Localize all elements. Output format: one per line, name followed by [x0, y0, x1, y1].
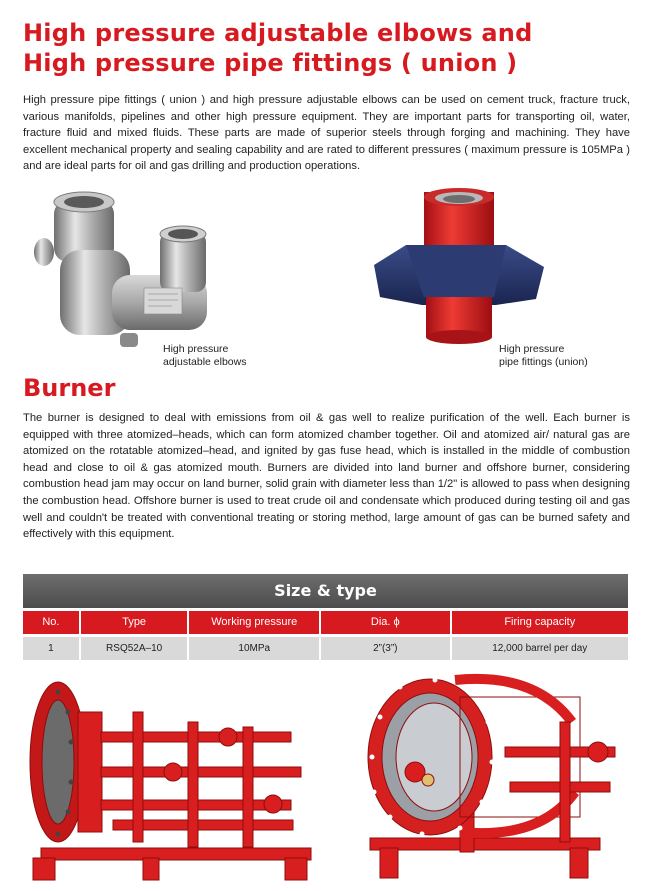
page-title: [23, 18, 532, 78]
header-no: No.: [23, 611, 79, 634]
union-caption: [499, 343, 588, 368]
header-type: Type: [81, 611, 188, 634]
cell-working-pressure: 10MPa: [189, 637, 319, 660]
cell-dia: 2”(3”): [321, 637, 450, 660]
intro-paragraph: High pressure pipe fittings ( union ) and high pressure adjustable elbows can be used on cement truck, fracture truck, various manifolds, pipelines and other high pressure equipment. They are important parts for transporting oil, water, fracture fluid and mixed fluids. These parts are made of superior steels through forging and machining. They have excellent mechanical property and sealing capability and are rated to different pressures ( maximum pressure is 105MPa ) and are ideal parts for oil and gas drilling and production operations.: [23, 94, 630, 173]
elbow-caption: [163, 343, 246, 368]
title-line-2: High pressure pipe fittings ( union ): [23, 49, 518, 77]
elbow-photo: [32, 190, 222, 360]
cell-no: 1: [23, 637, 79, 660]
table-row: [23, 637, 628, 660]
header-working-pressure: Working pressure: [189, 611, 319, 634]
title-line-1: High pressure adjustable elbows and: [23, 19, 533, 47]
cell-type: RSQ52A–10: [81, 637, 188, 660]
header-firing-capacity: Firing capacity: [452, 611, 628, 634]
union-caption-line-2: pipe fittings (union): [499, 355, 588, 368]
table-title: Size & type: [23, 574, 628, 608]
elbow-caption-line-1: High pressure: [163, 343, 229, 355]
burner-paragraph: The burner is designed to deal with emissions from oil & gas well to realize purification of the well. Each burner is equipped with three atomized–heads, which can form atomized chamber together. Oil and atomized air/ natural gas are atomized on the rotatable atomized–head, and ignited by gas fuse head, which is installed in the middle of combustion head and close to oil & gas atomized mouth. Burners are divided into land burner and offshore burner, considering combustion head jam may occur on land burner, solid grain with diameter less than 1/2" is allowed to pass when designing the combustion head. Offshore burner is used to treat crude oil and condensate which produced during testing oil and gas well and couldn't be treated with conventional treating or storing method, large amount of gas can be burned safety and effectively with this equipment.: [23, 412, 630, 541]
table-header-row: [23, 611, 628, 634]
size-type-table: [23, 574, 628, 660]
burner-heading: Burner: [23, 374, 116, 402]
cell-firing-capacity: 12,000 barrel per day: [452, 637, 628, 660]
union-caption-line-1: High pressure: [499, 343, 565, 355]
land-burner-photo: [23, 672, 323, 884]
elbow-caption-line-2: adjustable elbows: [163, 355, 247, 368]
offshore-burner-photo: [360, 662, 630, 884]
header-dia: Dia. ϕ: [321, 611, 450, 634]
union-photo: [366, 187, 551, 357]
